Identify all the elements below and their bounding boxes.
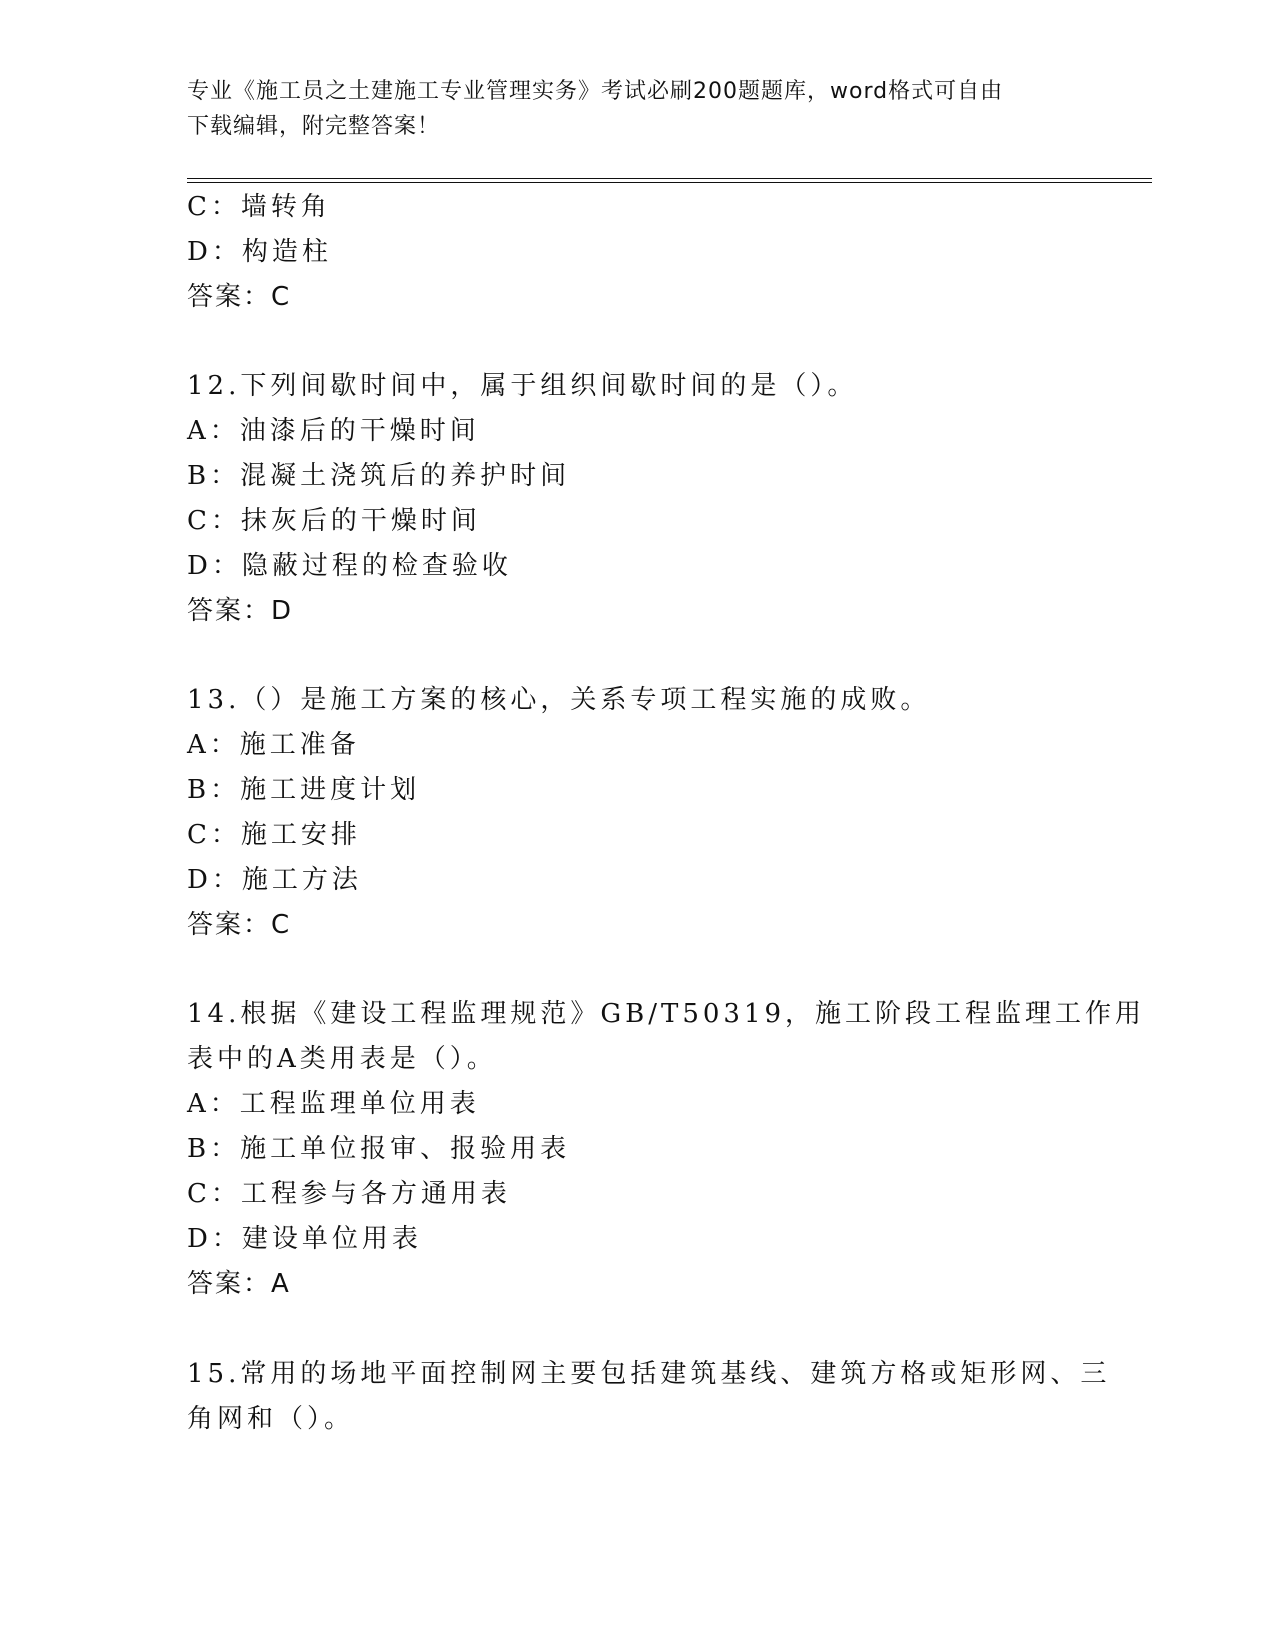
q12-option-a: A：油漆后的干燥时间: [187, 416, 480, 446]
header-line-2: 下载编辑，附完整答案！: [187, 114, 441, 139]
header-divider-top: [187, 178, 1152, 179]
q12-answer: 答案：D: [187, 596, 294, 626]
q11-answer: 答案：C: [187, 282, 292, 312]
q14-stem-line-2: 表中的A类用表是（）。: [187, 1044, 497, 1074]
q14-option-b: B：施工单位报审、报验用表: [187, 1134, 571, 1164]
q13-option-b: B：施工进度计划: [187, 775, 421, 805]
q13-stem: 13.（）是施工方案的核心，关系专项工程实施的成败。: [187, 685, 931, 715]
q11-option-d: D：构造柱: [187, 237, 332, 267]
q13-answer: 答案：C: [187, 910, 292, 940]
q13-option-a: A：施工准备: [187, 730, 360, 760]
q15-stem-line-1: 15.常用的场地平面控制网主要包括建筑基线、建筑方格或矩形网、三: [187, 1359, 1111, 1389]
header-line-1: 专业《施工员之土建施工专业管理实务》考试必刷200题题库，word格式可自由: [187, 79, 1004, 104]
q14-option-c: C：工程参与各方通用表: [187, 1179, 511, 1209]
q14-stem-line-1: 14.根据《建设工程监理规范》GB/T50319，施工阶段工程监理工作用: [187, 999, 1146, 1029]
q12-option-b: B：混凝土浇筑后的养护时间: [187, 461, 571, 491]
header-divider-bottom: [187, 182, 1152, 183]
q14-option-a: A：工程监理单位用表: [187, 1089, 480, 1119]
q12-option-d: D：隐蔽过程的检查验收: [187, 551, 512, 581]
q11-option-c: C：墙转角: [187, 192, 331, 222]
q15-stem-line-2: 角网和（）。: [187, 1404, 355, 1434]
q12-stem: 12.下列间歇时间中，属于组织间歇时间的是（）。: [187, 371, 858, 401]
q14-answer: 答案：A: [187, 1269, 291, 1299]
q14-option-d: D：建设单位用表: [187, 1224, 422, 1254]
q13-option-d: D：施工方法: [187, 865, 362, 895]
document-header: [187, 74, 1067, 144]
q13-option-c: C：施工安排: [187, 820, 361, 850]
q12-option-c: C：抹灰后的干燥时间: [187, 506, 481, 536]
